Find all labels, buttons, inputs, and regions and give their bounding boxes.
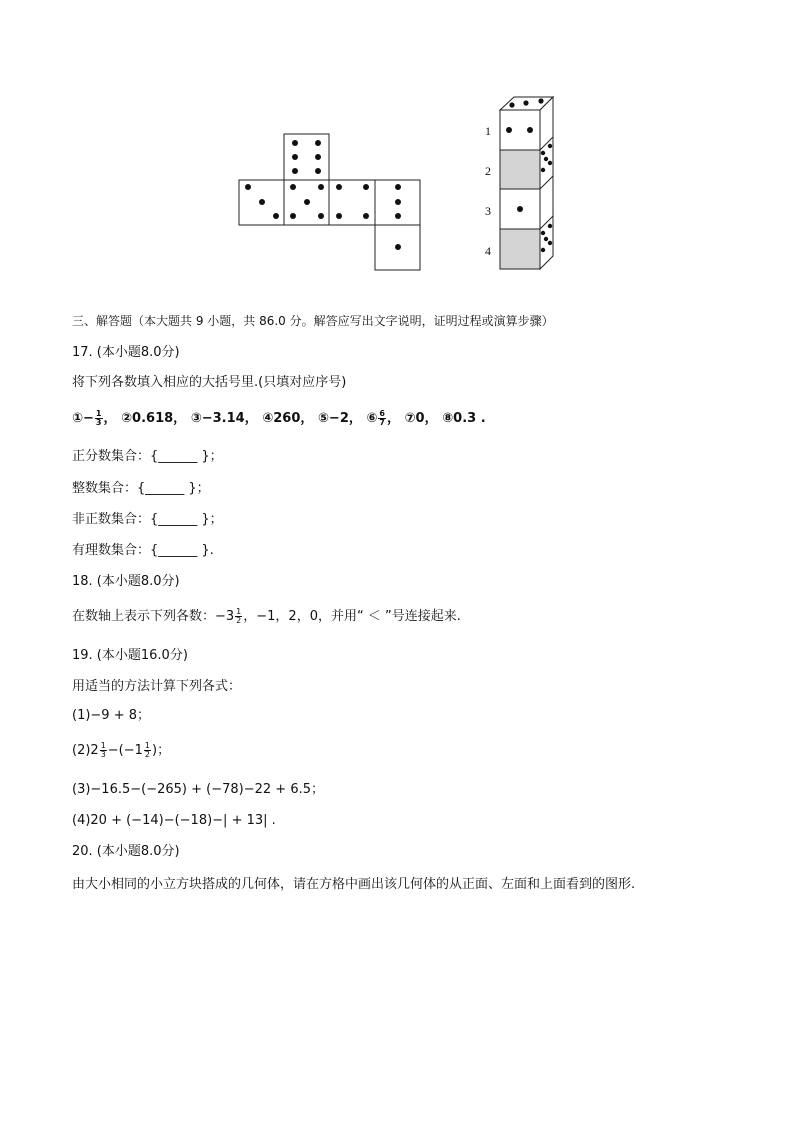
item-5: ⑤−2， xyxy=(317,411,362,426)
item-2: ②0.618， xyxy=(121,411,187,426)
q17-number-list: ①− $\frac{1}{3}$ ， ②0.618， ③−3.14， ④260， ⑤−2， ⑥ $\frac{6}{7}$ ， ⑦0， ⑧0.3 . xyxy=(72,409,486,427)
item-3: ③−3.14， xyxy=(190,411,258,426)
q18-fraction: $\frac{1}{2}$ xyxy=(236,607,242,625)
q18-prompt: 在数轴上表示下列各数：−3 $\frac{1}{2}$ ，−1，2，0，并用“ ＜ ”号连接起来. xyxy=(72,607,461,625)
q19-expr-1: (1)−9 + 8； xyxy=(72,708,151,723)
q17-header: 17. (本小题8.0分) xyxy=(72,345,180,360)
row-label-4: 4 xyxy=(485,244,491,258)
q18-header: 18. (本小题8.0分) xyxy=(72,574,180,589)
q19-expr-2: (2)2 $\frac{1}{3}$ −(−1 $\frac{1}{2}$ )； xyxy=(72,741,171,759)
item-8: ⑧0.3 . xyxy=(442,411,486,426)
set-rational: 有理数集合：{______ }. xyxy=(72,543,214,558)
item-7: ⑦0， xyxy=(404,411,438,426)
item-4: ④260， xyxy=(262,411,314,426)
cube-front-4 xyxy=(500,229,540,269)
cube-net-figure xyxy=(236,130,426,275)
net-face-top xyxy=(284,134,329,180)
item-6-fraction: $\frac{6}{7}$ xyxy=(379,409,385,427)
set-positive-fractions: 正分数集合：{______ }； xyxy=(72,449,223,464)
q20-header: 20. (本小题8.0分) xyxy=(72,844,180,859)
q20-prompt: 由大小相同的小立方块搭成的几何体，请在方格中画出该几何体的从正面、左面和上面看到的图形. xyxy=(72,877,636,892)
stacked-cubes-figure xyxy=(478,94,560,274)
item-1-fraction: $\frac{1}{3}$ xyxy=(95,409,102,427)
cube-front-2 xyxy=(500,150,540,189)
item-1-marker: ① xyxy=(72,411,84,426)
row-label-3: 3 xyxy=(485,204,491,218)
q19-header: 19. (本小题16.0分) xyxy=(72,648,188,663)
q19-prompt: 用适当的方法计算下列各式： xyxy=(72,679,242,694)
q19-expr-3: (3)−16.5−(−265) + (−78)−22 + 6.5； xyxy=(72,782,324,797)
item-6-marker: ⑥ xyxy=(366,411,378,426)
set-non-positive: 非正数集合：{______ }； xyxy=(72,512,223,527)
row-label-2: 2 xyxy=(485,164,491,178)
q17-prompt: 将下列各数填入相应的大括号里.(只填对应序号) xyxy=(72,375,347,390)
q19-expr-4: (4)20 + (−14)−(−18)−| + 13| . xyxy=(72,813,276,828)
section-3-title: 三、解答题（本大题共 9 小题，共 86.0 分。解答应写出文字说明，证明过程或演算步骤） xyxy=(72,314,554,328)
set-integers: 整数集合：{______ }； xyxy=(72,481,210,496)
row-label-1: 1 xyxy=(485,124,491,138)
